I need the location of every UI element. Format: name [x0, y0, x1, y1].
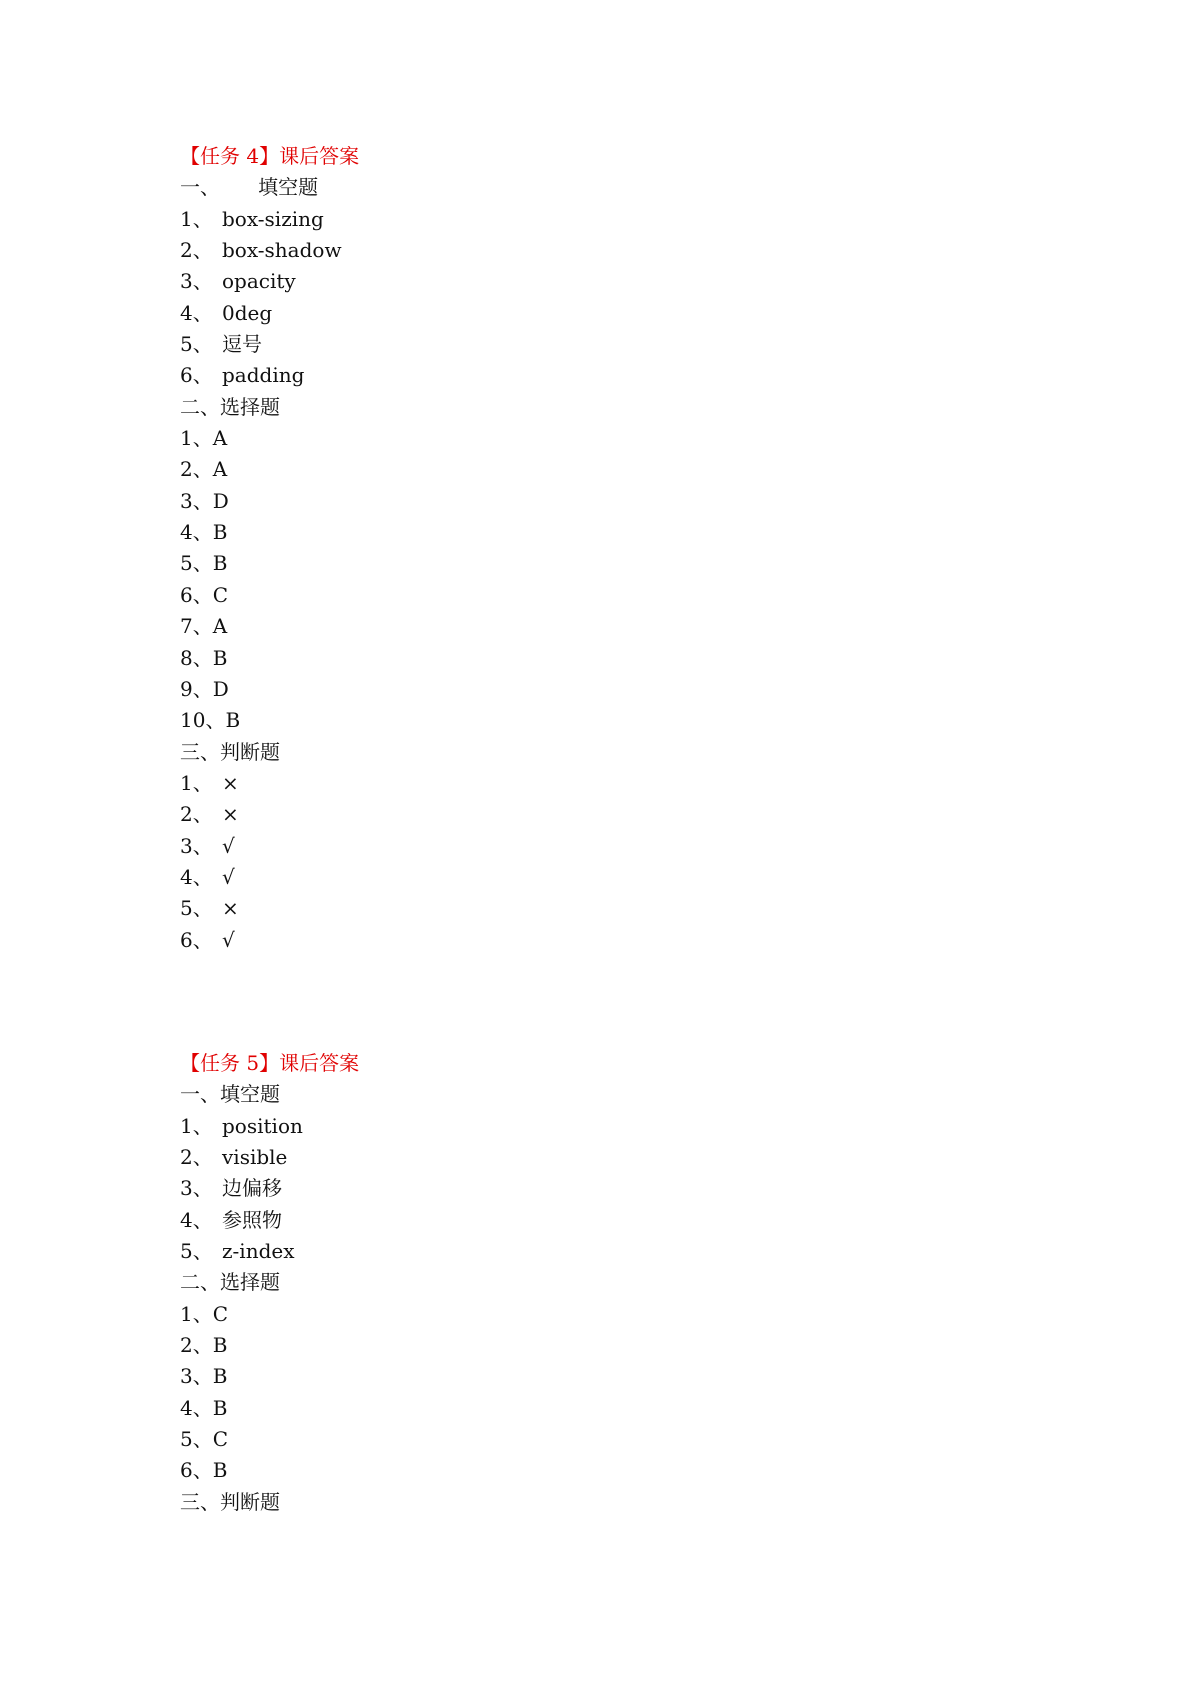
item-answer: z-index: [222, 1239, 295, 1263]
task5-fill-item: [180, 1142, 1080, 1173]
task4-judge-item: [180, 831, 1080, 862]
task4-choice-item: 8、B: [180, 645, 228, 670]
task5-fill-heading: 一、填空题: [180, 1082, 280, 1107]
task4-fill-item: [180, 235, 1080, 266]
task4-fill-item: [180, 360, 1080, 391]
item-answer: opacity: [222, 269, 296, 294]
task5-choice-item: 1、C: [180, 1301, 229, 1326]
task4-choice-item: 9、D: [180, 676, 229, 701]
item-number: 4、: [180, 300, 213, 325]
task4-fill-item: [180, 204, 1080, 235]
task4-choice-item: 7、A: [180, 614, 228, 639]
item-answer: √: [222, 833, 235, 858]
item-answer: ×: [222, 896, 239, 921]
item-answer: box-shadow: [222, 238, 342, 263]
item-answer: visible: [222, 1144, 288, 1169]
item-number: 3、: [180, 833, 213, 858]
task4-choice-item: 10、B: [180, 708, 241, 733]
task4-fill-item: [180, 329, 1080, 360]
item-answer: 参照物: [222, 1207, 282, 1232]
item-number: 1、: [180, 206, 213, 231]
task4-choice-item: 5、B: [180, 551, 228, 576]
task5-fill-item: [180, 1236, 1080, 1267]
item-number: 2、: [180, 1144, 213, 1169]
task4-choice-heading: 二、选择题: [180, 394, 280, 419]
item-answer: 逗号: [222, 332, 262, 357]
task4-judge-heading: 三、判断题: [180, 739, 280, 764]
item-number: 3、: [180, 269, 213, 294]
item-number: 5、: [180, 332, 213, 357]
item-answer: 0deg: [222, 300, 273, 325]
task5-title: 【任务 5】课后答案: [180, 1050, 360, 1075]
task4-choice-item: 1、A: [180, 426, 228, 451]
item-number: 2、: [180, 238, 213, 263]
task5-choice-item: 4、B: [180, 1395, 228, 1420]
task4-title: 【任务 4】课后答案: [180, 144, 360, 168]
item-number: 1、: [180, 1113, 213, 1138]
task5-choice-heading: 二、选择题: [180, 1270, 280, 1295]
item-answer: ×: [222, 770, 239, 795]
item-number: 2、: [180, 802, 213, 827]
item-answer: box-sizing: [222, 206, 324, 231]
item-number: 3、: [180, 1176, 213, 1201]
item-number: 4、: [180, 1207, 213, 1232]
item-number: 6、: [180, 927, 213, 952]
task5-choice-item: 5、C: [180, 1427, 229, 1452]
task4-judge-item: [180, 768, 1080, 799]
task5-choice-item: 2、B: [180, 1333, 228, 1358]
item-answer: padding: [222, 363, 305, 388]
task4-judge-item: [180, 893, 1080, 924]
item-number: 1、: [180, 770, 213, 795]
task5-choice-item: 6、B: [180, 1458, 228, 1483]
item-number: 4、: [180, 864, 213, 889]
item-answer: position: [222, 1113, 303, 1138]
item-answer: √: [222, 927, 235, 952]
task5-fill-item: [180, 1111, 1080, 1142]
task5-judge-heading: 三、判断题: [180, 1489, 280, 1514]
item-number: 5、: [180, 896, 213, 921]
task4-judge-item: [180, 862, 1080, 893]
task5-choice-item: 3、B: [180, 1364, 228, 1389]
task4-choice-item: 4、B: [180, 520, 228, 545]
item-answer: ×: [222, 802, 239, 827]
task4-fill-item: [180, 298, 1080, 329]
task4-section: [180, 141, 1080, 956]
task4-judge-item: [180, 925, 1080, 956]
task5-fill-item: [180, 1205, 1080, 1236]
task4-judge-item: [180, 799, 1080, 830]
task4-fill-heading: 一、 填空题: [180, 175, 319, 200]
task4-fill-item: [180, 266, 1080, 297]
item-number: 5、: [180, 1239, 213, 1263]
item-answer: 边偏移: [222, 1176, 282, 1201]
task5-fill-item: [180, 1173, 1080, 1204]
task4-choice-item: 2、A: [180, 457, 228, 482]
document-body: [180, 141, 1080, 1518]
item-answer: √: [222, 864, 235, 889]
task5-section: [180, 1048, 1080, 1518]
task4-choice-item: 6、C: [180, 582, 229, 607]
item-number: 6、: [180, 363, 213, 388]
task4-choice-item: 3、D: [180, 488, 229, 513]
